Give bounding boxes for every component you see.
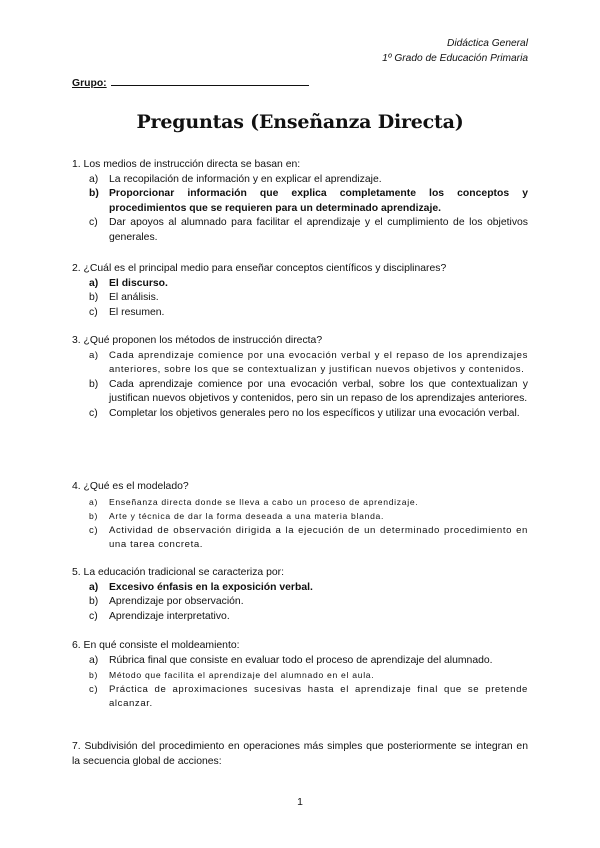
page-number: 1 <box>297 797 303 808</box>
question-4 <box>72 480 528 553</box>
question-6 <box>72 639 528 712</box>
question-text: 1. Los medios de instrucción directa se basan en: <box>72 159 301 170</box>
question-3 <box>72 334 528 422</box>
page-title: Preguntas (Enseñanza Directa) <box>136 111 464 133</box>
option-a: a) Cada aprendizaje comience por una evocación verbal y el repaso de los aprendizajes anteriores, sobre los que se contextualizan y justifican nuevos objetivos y contenidos. <box>89 349 528 376</box>
question-2 <box>72 262 528 320</box>
group-blank-line <box>111 75 309 86</box>
option-a: a) El discurso. <box>89 277 168 289</box>
question-text: 6. En qué consiste el moldeamiento: <box>72 640 240 651</box>
question-7 <box>72 740 528 769</box>
option-c: c) Práctica de aproximaciones sucesivas hasta el aprendizaje final que se pretende alcanzar. <box>89 683 528 710</box>
question-text: 3. ¿Qué proponen los métodos de instrucción directa? <box>72 335 323 346</box>
question-text: 7. Subdivisión del procedimiento en operaciones más simples que posteriormente se integran en la secuencia global de acciones: <box>72 741 528 767</box>
group-label: Grupo: <box>72 78 107 89</box>
option-a: a) Rúbrica final que consiste en evaluar todo el proceso de aprendizaje del alumnado. <box>89 654 493 666</box>
option-c: c) Actividad de observación dirigida a la ejecución de un determinado procedimiento en una tarea concreta. <box>89 524 528 551</box>
option-b: b) Método que facilita el aprendizaje del alumnado en el aula. <box>89 670 375 681</box>
option-b: b) Aprendizaje por observación. <box>89 596 244 608</box>
option-b: b) Arte y técnica de dar la forma deseada a una materia blanda. <box>89 511 385 522</box>
option-c: c) Dar apoyos al alumnado para facilitar el aprendizaje y el cumplimiento de los objetivos generales. <box>89 217 528 243</box>
question-text: 4. ¿Qué es el modelado? <box>72 481 189 492</box>
header-course: Didáctica General <box>447 38 528 49</box>
question-text: 2. ¿Cuál es el principal medio para enseñar conceptos científicos y disciplinares? <box>72 263 447 274</box>
option-b: b) El análisis. <box>89 292 159 304</box>
option-a: a) Excesivo énfasis en la exposición verbal. <box>89 581 313 593</box>
option-a: a) Enseñanza directa donde se lleva a cabo un proceso de aprendizaje. <box>89 496 419 507</box>
question-1 <box>72 158 528 246</box>
question-5 <box>72 566 528 624</box>
option-a: a) La recopilación de información y en explicar el aprendizaje. <box>89 173 382 185</box>
option-c: c) Aprendizaje interpretativo. <box>89 610 230 622</box>
option-b: b) Proporcionar información que explica completamente los conceptos y procedimientos que se requieren para un determinado aprendizaje. <box>89 188 528 214</box>
header-degree: 1º Grado de Educación Primaria <box>382 53 528 64</box>
option-b: b) Cada aprendizaje comience por una evocación verbal, sobre los que contextualizan y justifican nuevos objetivos y contenidos, pero sin un repaso de los aprendizajes anteriores. <box>89 378 528 405</box>
group-field <box>72 75 309 89</box>
question-text: 5. La educación tradicional se caracteriza por: <box>72 567 284 578</box>
option-c: c) Completar los objetivos generales pero no los específicos y utilizar una evocación verbal. <box>89 407 520 419</box>
option-c: c) El resumen. <box>89 306 165 318</box>
